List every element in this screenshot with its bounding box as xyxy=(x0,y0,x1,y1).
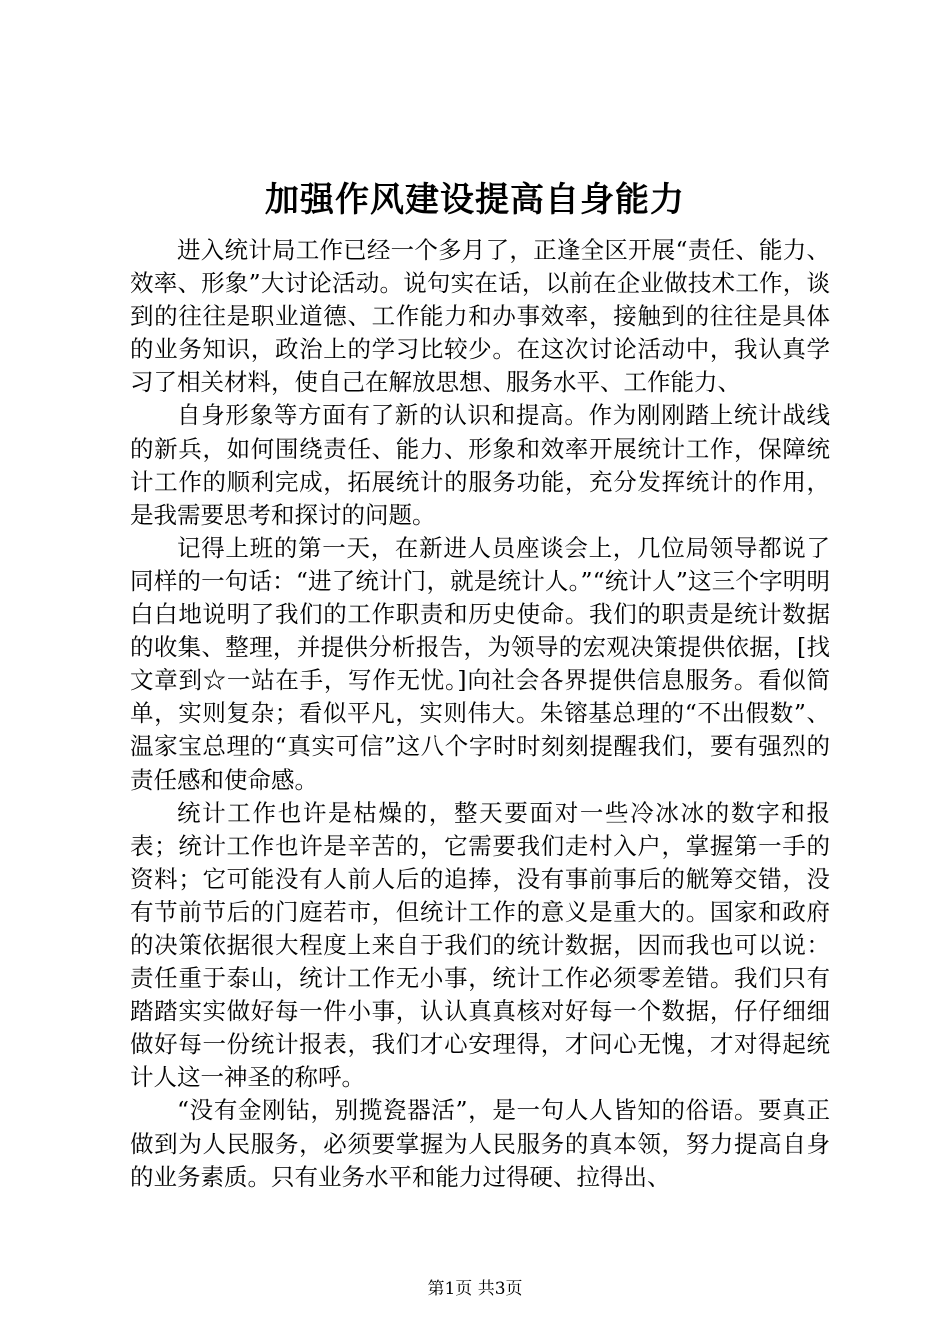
document-body xyxy=(130,234,830,1194)
paragraph-2: 自身形象等方面有了新的认识和提高。作为刚刚踏上统计战线的新兵，如何围绕责任、能力、形象和效率开展统计工作，保障统计工作的顺利完成，拓展统计的服务功能，充分发挥统计的作用，是我需要思考和探讨的问题。 xyxy=(130,401,830,529)
paragraph-5: “没有金刚钻，别揽瓷器活”，是一句人人皆知的俗语。要真正做到为人民服务，必须要掌握为人民服务的真本领，努力提高自身的业务素质。只有业务水平和能力过得硬、拉得出、 xyxy=(130,1096,830,1191)
page-footer: 第1页 共3页 xyxy=(427,1279,523,1299)
paragraph-3: 记得上班的第一天，在新进人员座谈会上，几位局领导都说了同样的一句话：“进了统计门，就是统计人。”“统计人”这三个字明明白白地说明了我们的工作职责和历史使命。我们的职责是统计数据的收集、整理，并提供分析报告，为领导的宏观决策提供依据，[找文章到☆一站在手，写作无忧。]向社会各界提供信息服务。看似简单，实则复杂；看似平凡，实则伟大。朱镕基总理的“不出假数”、温家宝总理的“真实可信”这八个字时时刻刻提醒我们，要有强烈的责任感和使命感。 xyxy=(130,533,830,794)
document-title: 加强作风建设提高自身能力 xyxy=(265,180,685,220)
paragraph-1: 进入统计局工作已经一个多月了，正逢全区开展“责任、能力、效率、形象”大讨论活动。说句实在话，以前在企业做技术工作，谈到的往往是职业道德、工作能力和办事效率，接触到的往往是具体的业务知识，政治上的学习比较少。在这次讨论活动中，我认真学习了相关材料，使自己在解放思想、服务水平、工作能力、 xyxy=(130,236,830,397)
paragraph-4: 统计工作也许是枯燥的，整天要面对一些冷冰冰的数字和报表；统计工作也许是辛苦的，它需要我们走村入户，掌握第一手的资料；它可能没有人前人后的追捧，没有事前事后的觥筹交错，没有节前节后的门庭若市，但统计工作的意义是重大的。国家和政府的决策依据很大程度上来自于我们的统计数据，因而我也可以说：责任重于泰山，统计工作无小事，统计工作必须零差错。我们只有踏踏实实做好每一件小事，认认真真核对好每一个数据，仔仔细细做好每一份统计报表，我们才心安理得，才问心无愧，才对得起统计人这一神圣的称呼。 xyxy=(130,798,830,1092)
